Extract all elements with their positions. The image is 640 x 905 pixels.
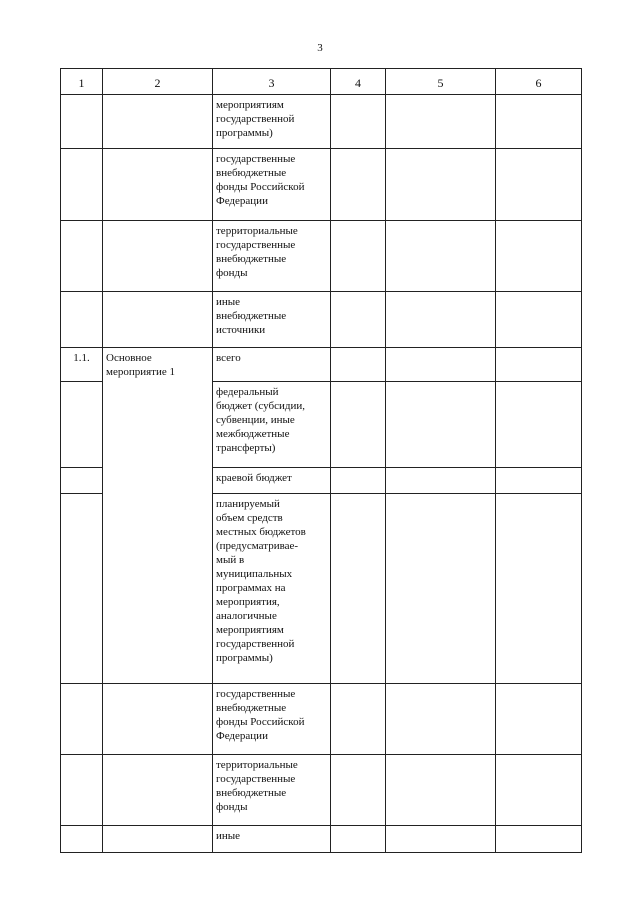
cell-col-5 <box>386 292 496 348</box>
cell-col-5 <box>386 825 496 852</box>
cell-activity: Основное мероприятие 1 <box>103 348 213 382</box>
cell-activity <box>103 221 213 292</box>
cell-col-4 <box>331 348 386 382</box>
table-row <box>61 467 582 493</box>
cell-col-4 <box>331 221 386 292</box>
cell-col-6 <box>496 348 582 382</box>
cell-activity <box>103 683 213 754</box>
cell-number <box>61 292 103 348</box>
budget-table <box>60 68 582 853</box>
cell-activity <box>103 467 213 493</box>
header-col-3: 3 <box>213 69 331 95</box>
cell-col-4 <box>331 149 386 221</box>
cell-activity <box>103 825 213 852</box>
cell-col-6 <box>496 683 582 754</box>
cell-col-6 <box>496 149 582 221</box>
cell-col-4 <box>331 754 386 825</box>
cell-col-4 <box>331 95 386 149</box>
cell-col-6 <box>496 221 582 292</box>
cell-activity <box>103 754 213 825</box>
header-col-2: 2 <box>103 69 213 95</box>
cell-number <box>61 467 103 493</box>
cell-number <box>61 95 103 149</box>
cell-col-6 <box>496 95 582 149</box>
header-col-6: 6 <box>496 69 582 95</box>
cell-number <box>61 149 103 221</box>
cell-funding-source: территориальные государственные внебюджетные фонды <box>213 754 331 825</box>
table-row <box>61 292 582 348</box>
cell-col-5 <box>386 381 496 467</box>
cell-funding-source: иные внебюджетные источники <box>213 292 331 348</box>
cell-col-6 <box>496 825 582 852</box>
header-col-5: 5 <box>386 69 496 95</box>
cell-funding-source: государственные внебюджетные фонды Российской Федерации <box>213 149 331 221</box>
header-col-1: 1 <box>61 69 103 95</box>
cell-col-6 <box>496 467 582 493</box>
cell-funding-source: иные <box>213 825 331 852</box>
cell-funding-source: краевой бюджет <box>213 467 331 493</box>
cell-col-4 <box>331 493 386 683</box>
table-row <box>61 754 582 825</box>
cell-funding-source: мероприятиям государственной программы) <box>213 95 331 149</box>
cell-funding-source: федеральный бюджет (субсидии, субвенции, иные межбюджетные трансферты) <box>213 381 331 467</box>
table-row <box>61 348 582 382</box>
cell-col-5 <box>386 467 496 493</box>
cell-col-4 <box>331 292 386 348</box>
header-col-4: 4 <box>331 69 386 95</box>
cell-col-4 <box>331 683 386 754</box>
table-row <box>61 381 582 467</box>
cell-activity <box>103 95 213 149</box>
table-row <box>61 95 582 149</box>
table-header-row <box>61 69 582 95</box>
table-row <box>61 825 582 852</box>
cell-number <box>61 754 103 825</box>
table-row <box>61 493 582 683</box>
table-row <box>61 221 582 292</box>
cell-funding-source: всего <box>213 348 331 382</box>
cell-col-5 <box>386 221 496 292</box>
cell-number <box>61 683 103 754</box>
cell-col-6 <box>496 754 582 825</box>
cell-number <box>61 381 103 467</box>
cell-activity <box>103 493 213 683</box>
cell-col-6 <box>496 493 582 683</box>
cell-funding-source: планируемый объем средств местных бюджетов (предусматривае- мый в муниципальных программах на мероприятия, аналогичные мероприятиям государственной программы) <box>213 493 331 683</box>
cell-col-6 <box>496 292 582 348</box>
cell-col-4 <box>331 381 386 467</box>
cell-col-5 <box>386 95 496 149</box>
cell-activity <box>103 381 213 467</box>
cell-activity <box>103 149 213 221</box>
cell-col-6 <box>496 381 582 467</box>
cell-col-5 <box>386 348 496 382</box>
cell-col-4 <box>331 467 386 493</box>
cell-col-5 <box>386 683 496 754</box>
cell-number <box>61 221 103 292</box>
cell-col-5 <box>386 754 496 825</box>
table-row <box>61 149 582 221</box>
cell-col-5 <box>386 149 496 221</box>
cell-number: 1.1. <box>61 348 103 382</box>
cell-activity <box>103 292 213 348</box>
cell-col-5 <box>386 493 496 683</box>
table-row <box>61 683 582 754</box>
cell-funding-source: территориальные государственные внебюджетные фонды <box>213 221 331 292</box>
page-number: 3 <box>317 42 323 54</box>
cell-number <box>61 493 103 683</box>
cell-col-4 <box>331 825 386 852</box>
cell-number <box>61 825 103 852</box>
cell-funding-source: государственные внебюджетные фонды Российской Федерации <box>213 683 331 754</box>
